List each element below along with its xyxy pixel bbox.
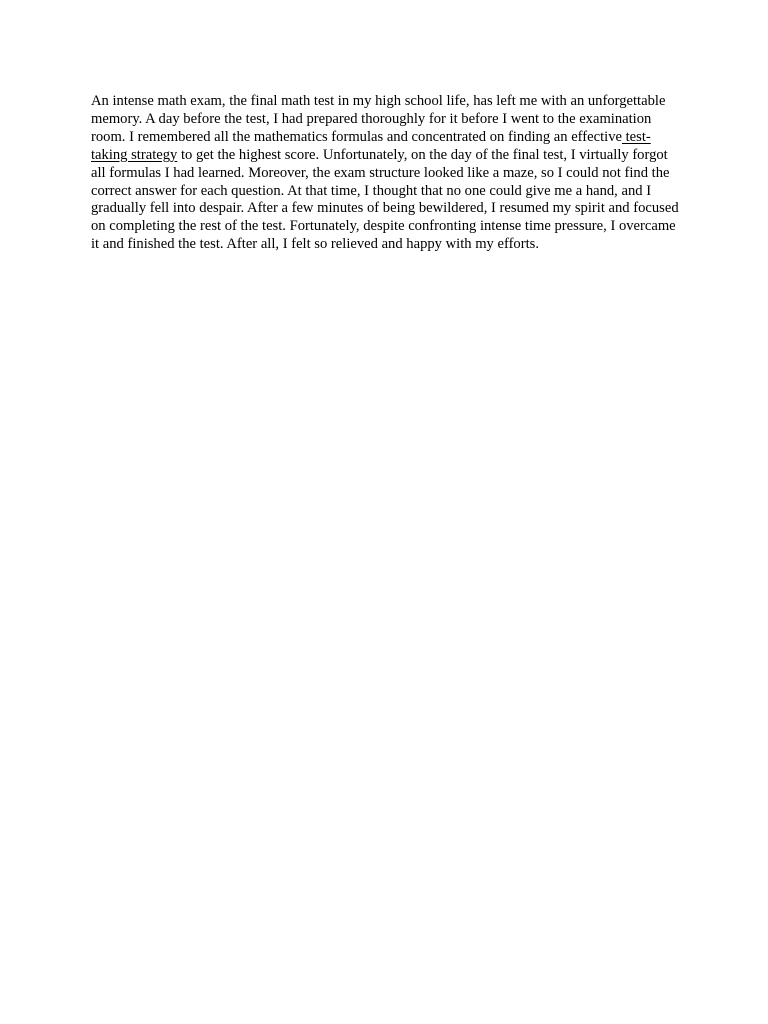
paragraph-text-start: An intense math exam, the final math test in my high school life, has left me with an unforgettable memory. A day before the test, I had prepared thoroughly for it before I went to the examination room. I remembered all the mathematics formulas and concentrated on finding an effective <box>91 93 666 145</box>
body-paragraph <box>91 93 685 254</box>
paragraph-text-end: to get the highest score. Unfortunately, on the day of the final test, I virtually forgot all formulas I had learned. Moreover, the exam structure looked like a maze, so I could not find the correct answer for each question. At that time, I thought that no one could give me a hand, and I gradually fell into despair. After a few minutes of being bewildered, I resumed my spirit and focused on completing the rest of the test. Fortunately, despite confronting intense time pressure, I overcame it and finished the test. After all, I felt so relieved and happy with my efforts. <box>91 146 679 253</box>
underlined-phrase: test-taking strategy <box>91 128 651 163</box>
